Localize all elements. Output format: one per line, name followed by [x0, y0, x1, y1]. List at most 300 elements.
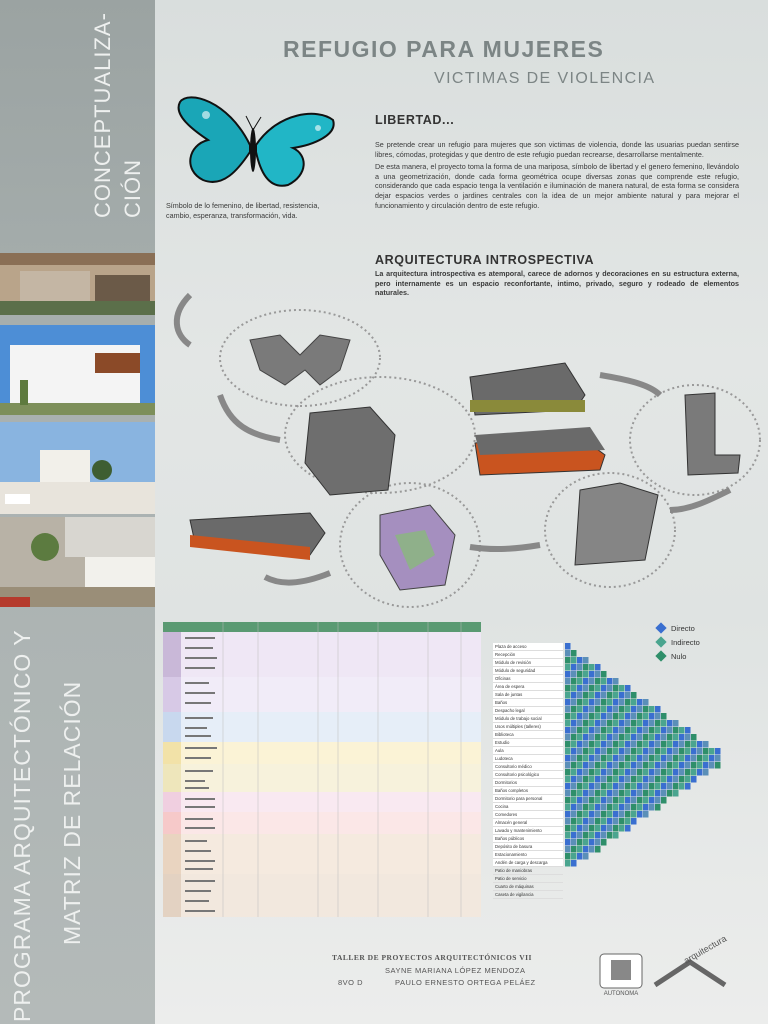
- matrix-cell: [685, 748, 691, 755]
- matrix-cell: [607, 713, 613, 720]
- matrix-cell: [607, 797, 613, 804]
- matrix-cell: [655, 769, 661, 776]
- matrix-cell: [565, 846, 571, 853]
- matrix-cell: [613, 699, 619, 706]
- matrix-cell: [577, 678, 583, 685]
- matrix-cell: [589, 671, 595, 678]
- matrix-cell: [631, 692, 637, 699]
- matrix-cell: [565, 776, 571, 783]
- matrix-cell: [613, 748, 619, 755]
- matrix-cell: [673, 741, 679, 748]
- section-title-matriz: MATRIZ DE RELACIÓN: [59, 680, 85, 945]
- matrix-cell: [565, 650, 571, 657]
- matrix-cell: [619, 818, 625, 825]
- matrix-cell: [679, 783, 685, 790]
- matrix-cell: [643, 762, 649, 769]
- matrix-cell: [565, 755, 571, 762]
- matrix-cell: [613, 741, 619, 748]
- matrix-space-label: Sala de juntas: [493, 691, 563, 699]
- matrix-cell: [643, 769, 649, 776]
- matrix-cell: [601, 734, 607, 741]
- matrix-cell: [571, 769, 577, 776]
- matrix-cell: [673, 727, 679, 734]
- matrix-cell: [625, 790, 631, 797]
- matrix-cell: [619, 776, 625, 783]
- matrix-cell: [643, 797, 649, 804]
- matrix-label-list: [493, 643, 563, 899]
- matrix-cell: [679, 748, 685, 755]
- matrix-cell: [661, 769, 667, 776]
- matrix-cell: [577, 804, 583, 811]
- matrix-cell: [595, 692, 601, 699]
- reference-photo-2: [0, 325, 155, 415]
- matrix-cell: [649, 755, 655, 762]
- matrix-cell: [625, 769, 631, 776]
- matrix-cell: [565, 720, 571, 727]
- matrix-cell: [589, 832, 595, 839]
- matrix-cell: [589, 811, 595, 818]
- matrix-cell: [631, 720, 637, 727]
- matrix-cell: [607, 832, 613, 839]
- matrix-cell: [685, 776, 691, 783]
- matrix-cell: [655, 797, 661, 804]
- matrix-cell: [565, 657, 571, 664]
- arquitectura-word: arquitectura: [682, 933, 729, 966]
- matrix-cell: [625, 699, 631, 706]
- concept-diagram: [170, 285, 768, 615]
- matrix-cell: [571, 811, 577, 818]
- matrix-cell: [577, 692, 583, 699]
- footer-student: SAYNE MARIANA LÓPEZ MENDOZA: [385, 966, 526, 975]
- matrix-cell: [685, 727, 691, 734]
- matrix-cell: [619, 720, 625, 727]
- matrix-cell: [589, 748, 595, 755]
- matrix-cell: [613, 811, 619, 818]
- matrix-cell: [571, 832, 577, 839]
- matrix-cell: [637, 706, 643, 713]
- matrix-cell: [649, 741, 655, 748]
- matrix-cell: [631, 818, 637, 825]
- matrix-cell: [595, 706, 601, 713]
- matrix-cell: [571, 762, 577, 769]
- matrix-cell: [661, 755, 667, 762]
- matrix-cell: [571, 748, 577, 755]
- matrix-cell: [577, 853, 583, 860]
- matrix-cell: [649, 713, 655, 720]
- legend-item-nulo: Nulo: [657, 649, 700, 663]
- relationship-matrix-labels: [493, 643, 563, 897]
- matrix-cell: [577, 818, 583, 825]
- matrix-cell: [625, 748, 631, 755]
- matrix-cell: [613, 832, 619, 839]
- matrix-cell: [589, 692, 595, 699]
- matrix-cell: [631, 748, 637, 755]
- matrix-cell: [589, 825, 595, 832]
- matrix-cell: [595, 790, 601, 797]
- matrix-cell: [637, 769, 643, 776]
- matrix-cell: [589, 790, 595, 797]
- matrix-cell: [577, 811, 583, 818]
- matrix-cell: [703, 755, 709, 762]
- matrix-cell: [619, 713, 625, 720]
- reference-photo-4: [0, 517, 155, 607]
- matrix-cell: [661, 734, 667, 741]
- matrix-cell: [601, 783, 607, 790]
- matrix-cell: [583, 657, 589, 664]
- matrix-cell: [565, 825, 571, 832]
- matrix-cell: [583, 783, 589, 790]
- matrix-cell: [679, 769, 685, 776]
- matrix-cell: [589, 678, 595, 685]
- matrix-cell: [595, 713, 601, 720]
- section-title-conceptualizacion: CONCEPTUALIZA-CIÓN: [90, 12, 145, 218]
- matrix-cell: [625, 734, 631, 741]
- matrix-cell: [703, 748, 709, 755]
- matrix-cell: [631, 727, 637, 734]
- matrix-cell: [661, 776, 667, 783]
- matrix-cell: [601, 713, 607, 720]
- massing-tall-block: [575, 483, 658, 565]
- matrix-cell: [571, 685, 577, 692]
- matrix-cell: [613, 734, 619, 741]
- matrix-cell: [595, 741, 601, 748]
- matrix-cell: [643, 699, 649, 706]
- matrix-cell: [601, 706, 607, 713]
- arrow-icon: [265, 573, 330, 583]
- matrix-cell: [661, 797, 667, 804]
- matrix-cell: [583, 769, 589, 776]
- matrix-cell: [625, 797, 631, 804]
- matrix-cell: [625, 804, 631, 811]
- matrix-cell: [691, 769, 697, 776]
- matrix-cell: [631, 713, 637, 720]
- matrix-cell: [697, 755, 703, 762]
- matrix-cell: [613, 755, 619, 762]
- matrix-cell: [577, 748, 583, 755]
- butterfly-illustration: [168, 90, 338, 200]
- matrix-cell: [631, 699, 637, 706]
- matrix-cell: [571, 790, 577, 797]
- matrix-cell: [601, 741, 607, 748]
- matrix-cell: [613, 776, 619, 783]
- matrix-cell: [631, 762, 637, 769]
- matrix-cell: [595, 846, 601, 853]
- matrix-cell: [601, 720, 607, 727]
- matrix-cell: [643, 734, 649, 741]
- matrix-cell: [619, 762, 625, 769]
- matrix-cell: [601, 769, 607, 776]
- matrix-space-label: Estacionamiento: [493, 851, 563, 859]
- matrix-cell: [565, 790, 571, 797]
- matrix-cell: [589, 776, 595, 783]
- matrix-cell: [601, 797, 607, 804]
- matrix-cell: [637, 790, 643, 797]
- matrix-cell: [595, 699, 601, 706]
- matrix-cell: [679, 741, 685, 748]
- matrix-cell: [637, 804, 643, 811]
- matrix-cell: [685, 734, 691, 741]
- matrix-cell: [571, 741, 577, 748]
- legend-item-directo: Directo: [657, 621, 700, 635]
- matrix-cell: [577, 825, 583, 832]
- matrix-cell: [565, 818, 571, 825]
- matrix-cell: [697, 741, 703, 748]
- matrix-cell: [565, 811, 571, 818]
- matrix-cell: [619, 692, 625, 699]
- matrix-cell: [673, 762, 679, 769]
- matrix-cell: [625, 720, 631, 727]
- matrix-cell: [619, 741, 625, 748]
- matrix-cell: [637, 699, 643, 706]
- matrix-cell: [637, 811, 643, 818]
- matrix-space-label: Baños completos: [493, 787, 563, 795]
- matrix-cell: [607, 804, 613, 811]
- matrix-cell: [667, 762, 673, 769]
- massing-cube: [305, 407, 395, 495]
- matrix-cell: [589, 699, 595, 706]
- matrix-cell: [607, 776, 613, 783]
- matrix-cell: [697, 748, 703, 755]
- matrix-cell: [709, 748, 715, 755]
- matrix-space-label: Andén de carga y descarga: [493, 859, 563, 867]
- matrix-cell: [655, 762, 661, 769]
- matrix-cell: [589, 783, 595, 790]
- matrix-cell: [607, 727, 613, 734]
- arquitectura-logo: [650, 933, 740, 990]
- reference-photo-1: [0, 253, 155, 315]
- matrix-cell: [685, 783, 691, 790]
- matrix-cell: [589, 755, 595, 762]
- matrix-cell: [649, 776, 655, 783]
- matrix-cell: [625, 706, 631, 713]
- matrix-cell: [655, 776, 661, 783]
- matrix-cell: [565, 762, 571, 769]
- matrix-cell: [571, 692, 577, 699]
- matrix-cell: [607, 699, 613, 706]
- matrix-cell: [595, 762, 601, 769]
- matrix-cell: [583, 853, 589, 860]
- matrix-cell: [601, 839, 607, 846]
- matrix-cell: [577, 790, 583, 797]
- matrix-cell: [691, 776, 697, 783]
- matrix-cell: [583, 811, 589, 818]
- matrix-cell: [583, 818, 589, 825]
- matrix-cell: [619, 783, 625, 790]
- matrix-cell: [625, 762, 631, 769]
- matrix-cell: [589, 706, 595, 713]
- matrix-cell: [661, 762, 667, 769]
- matrix-cell: [625, 776, 631, 783]
- matrix-cell: [667, 783, 673, 790]
- footer-course: TALLER DE PROYECTOS ARQUITECTÓNICOS VII: [332, 953, 532, 962]
- matrix-cell: [601, 678, 607, 685]
- matrix-cell: [619, 699, 625, 706]
- matrix-cell: [673, 790, 679, 797]
- matrix-cell: [607, 706, 613, 713]
- matrix-cell: [571, 755, 577, 762]
- matrix-cell: [715, 755, 721, 762]
- matrix-cell: [691, 755, 697, 762]
- introspectiva-heading: ARQUITECTURA INTROSPECTIVA: [375, 253, 595, 267]
- matrix-cell: [571, 657, 577, 664]
- matrix-cell: [673, 748, 679, 755]
- matrix-cell: [577, 741, 583, 748]
- matrix-cell: [631, 811, 637, 818]
- matrix-space-label: Estudio: [493, 739, 563, 747]
- matrix-cell: [649, 783, 655, 790]
- matrix-cell: [625, 713, 631, 720]
- matrix-cell: [637, 762, 643, 769]
- university-seal-logo: [596, 950, 646, 998]
- matrix-cell: [595, 755, 601, 762]
- matrix-cell: [589, 685, 595, 692]
- matrix-cell: [691, 748, 697, 755]
- matrix-cell: [679, 762, 685, 769]
- matrix-cell: [565, 692, 571, 699]
- matrix-cell: [637, 734, 643, 741]
- matrix-cell: [619, 755, 625, 762]
- matrix-cell: [631, 790, 637, 797]
- matrix-cell: [613, 692, 619, 699]
- matrix-cell: [577, 832, 583, 839]
- matrix-cell: [583, 762, 589, 769]
- matrix-cell: [607, 741, 613, 748]
- matrix-space-label: Despacho legal: [493, 707, 563, 715]
- matrix-cell: [571, 727, 577, 734]
- matrix-cell: [655, 706, 661, 713]
- matrix-cell: [589, 762, 595, 769]
- matrix-cell: [571, 776, 577, 783]
- matrix-cell: [571, 853, 577, 860]
- matrix-cell: [571, 783, 577, 790]
- matrix-cell: [601, 748, 607, 755]
- matrix-cell: [643, 811, 649, 818]
- matrix-cell: [583, 727, 589, 734]
- matrix-cell: [565, 664, 571, 671]
- matrix-cell: [601, 790, 607, 797]
- matrix-cell: [607, 720, 613, 727]
- matrix-cell: [583, 685, 589, 692]
- matrix-cell: [583, 706, 589, 713]
- matrix-cell: [667, 755, 673, 762]
- matrix-space-label: Módulo de trabajo social: [493, 715, 563, 723]
- matrix-cell: [673, 769, 679, 776]
- matrix-cell: [637, 797, 643, 804]
- matrix-cell: [583, 790, 589, 797]
- matrix-cell: [583, 741, 589, 748]
- matrix-cell: [601, 671, 607, 678]
- matrix-cell: [601, 832, 607, 839]
- matrix-cell: [595, 818, 601, 825]
- matrix-cell: [571, 818, 577, 825]
- matrix-cell: [577, 699, 583, 706]
- matrix-cell: [571, 650, 577, 657]
- arrow-icon: [600, 375, 660, 395]
- matrix-cell: [709, 762, 715, 769]
- matrix-cell: [565, 713, 571, 720]
- matrix-cell: [685, 769, 691, 776]
- footer-teacher: PAULO ERNESTO ORTEGA PELÁEZ: [395, 978, 536, 987]
- matrix-cell: [643, 713, 649, 720]
- matrix-cell: [607, 734, 613, 741]
- matrix-cell: [577, 685, 583, 692]
- matrix-cell: [571, 797, 577, 804]
- matrix-cell: [649, 769, 655, 776]
- matrix-cell: [625, 825, 631, 832]
- matrix-cell: [649, 706, 655, 713]
- arrow-icon: [470, 545, 540, 549]
- matrix-cell: [655, 741, 661, 748]
- matrix-cell: [643, 748, 649, 755]
- matrix-cell: [649, 797, 655, 804]
- matrix-cell: [577, 839, 583, 846]
- matrix-cell: [595, 811, 601, 818]
- matrix-cell: [619, 790, 625, 797]
- matrix-cell: [625, 741, 631, 748]
- matrix-cell: [685, 741, 691, 748]
- matrix-cell: [649, 762, 655, 769]
- footer-group: 8VO D: [338, 978, 364, 987]
- matrix-cell: [607, 678, 613, 685]
- matrix-cell: [667, 741, 673, 748]
- matrix-cell: [583, 678, 589, 685]
- matrix-cell: [637, 713, 643, 720]
- matrix-cell: [679, 776, 685, 783]
- matrix-cell: [565, 643, 571, 650]
- matrix-cell: [595, 720, 601, 727]
- matrix-cell: [577, 727, 583, 734]
- matrix-cell: [613, 685, 619, 692]
- matrix-cell: [577, 671, 583, 678]
- matrix-cell: [589, 741, 595, 748]
- matrix-cell: [679, 727, 685, 734]
- matrix-cell: [595, 832, 601, 839]
- page-subtitle: VICTIMAS DE VIOLENCIA: [434, 70, 656, 87]
- matrix-cell: [625, 818, 631, 825]
- matrix-space-label: Consultorio psicológico: [493, 771, 563, 779]
- matrix-cell: [655, 804, 661, 811]
- matrix-cell: [577, 734, 583, 741]
- matrix-cell: [601, 818, 607, 825]
- matrix-cell: [571, 860, 577, 867]
- relationship-matrix-grid: [565, 643, 730, 867]
- matrix-cell: [583, 832, 589, 839]
- matrix-cell: [643, 727, 649, 734]
- matrix-cell: [637, 748, 643, 755]
- matrix-cell: [619, 804, 625, 811]
- matrix-cell: [619, 748, 625, 755]
- matrix-cell: [643, 783, 649, 790]
- matrix-cell: [577, 706, 583, 713]
- matrix-cell: [703, 741, 709, 748]
- matrix-cell: [631, 804, 637, 811]
- matrix-cell: [589, 664, 595, 671]
- matrix-cell: [703, 762, 709, 769]
- matrix-cell: [601, 825, 607, 832]
- matrix-space-label: Lavado y mantenimiento: [493, 827, 563, 835]
- matrix-cell: [565, 839, 571, 846]
- matrix-cell: [661, 720, 667, 727]
- matrix-cell: [661, 741, 667, 748]
- matrix-cell: [577, 762, 583, 769]
- matrix-cell: [595, 776, 601, 783]
- matrix-cell: [631, 755, 637, 762]
- matrix-cell: [589, 713, 595, 720]
- matrix-cell: [697, 762, 703, 769]
- matrix-cell: [613, 825, 619, 832]
- matrix-cell: [583, 692, 589, 699]
- matrix-cell: [565, 699, 571, 706]
